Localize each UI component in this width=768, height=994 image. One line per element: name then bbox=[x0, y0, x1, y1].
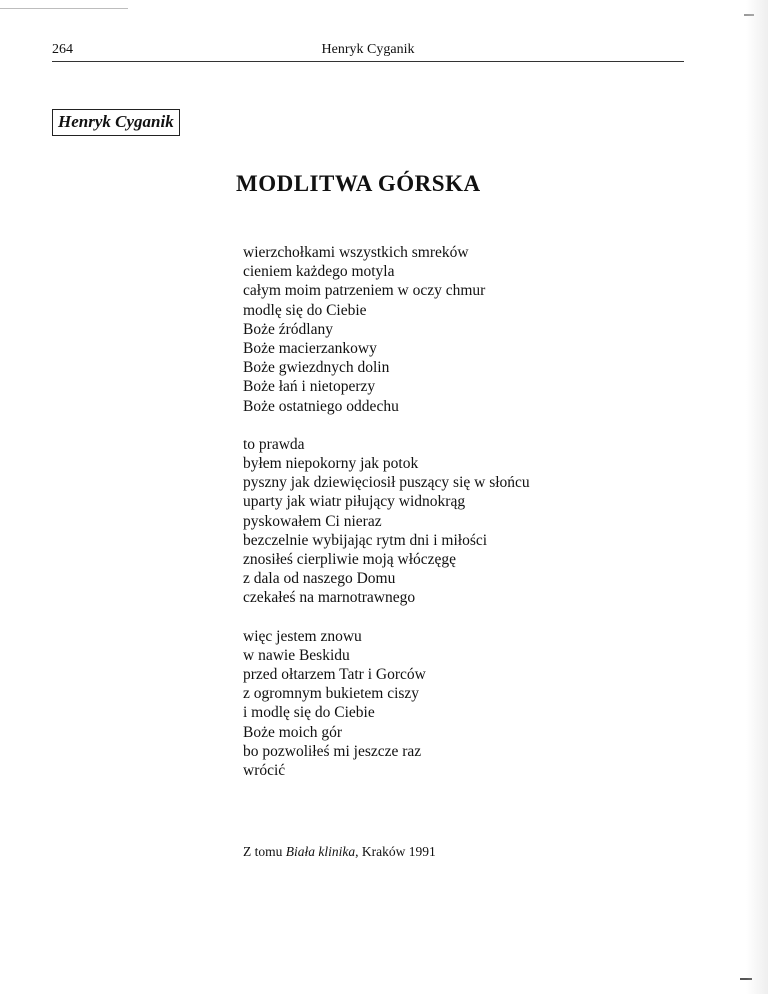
verse-line: całym moim patrzeniem w oczy chmur bbox=[243, 282, 486, 300]
stanza bbox=[243, 627, 683, 781]
verse-line: znosiłeś cierpliwie moją włóczęgę bbox=[243, 551, 457, 569]
verse-line: Boże ostatniego oddechu bbox=[243, 397, 399, 415]
poem-body bbox=[243, 243, 683, 799]
verse-line: czekałeś na marnotrawnego bbox=[243, 589, 416, 607]
verse-line: w nawie Beskidu bbox=[243, 646, 350, 664]
verse-line: pyskowałem Ci nieraz bbox=[243, 512, 382, 530]
verse-line: Boże gwiezdnych dolin bbox=[243, 359, 390, 377]
author-box: Henryk Cyganik bbox=[52, 109, 180, 136]
verse-line: i modlę się do Ciebie bbox=[243, 704, 375, 722]
verse-line: to prawda bbox=[243, 435, 305, 453]
source-note bbox=[243, 844, 436, 860]
page-edge-shadow bbox=[746, 0, 768, 994]
verse-line: uparty jak wiatr piłujący widnokrąg bbox=[243, 493, 466, 511]
verse-line: Boże macierzankowy bbox=[243, 340, 377, 358]
verse-line: Boże źródlany bbox=[243, 320, 333, 338]
verse-line: z dala od naszego Domu bbox=[243, 570, 396, 588]
verse-line: cieniem każdego motyla bbox=[243, 263, 395, 281]
verse-line: Boże łań i nietoperzy bbox=[243, 378, 376, 396]
scan-top-rule bbox=[0, 8, 128, 9]
verse-line: bezczelnie wybijając rytm dni i miłości bbox=[243, 531, 488, 549]
verse-line: wrócić bbox=[243, 762, 286, 780]
source-prefix: Z tomu bbox=[243, 844, 286, 859]
verse-line: więc jestem znowu bbox=[243, 627, 362, 645]
verse-line: z ogromnym bukietem ciszy bbox=[243, 685, 420, 703]
header-rule bbox=[52, 61, 684, 62]
source-suffix: , Kraków 1991 bbox=[355, 844, 436, 859]
verse-line: wierzchołkami wszystkich smreków bbox=[243, 244, 469, 261]
stanza bbox=[243, 243, 683, 416]
page-number: 264 bbox=[52, 42, 73, 57]
verse-line: pyszny jak dziewięciosił puszący się w słońcu bbox=[243, 474, 530, 492]
verse-line: byłem niepokorny jak potok bbox=[243, 455, 419, 473]
verse-line: modlę się do Ciebie bbox=[243, 301, 367, 319]
running-title: Henryk Cyganik bbox=[321, 42, 415, 57]
source-book-title: Biała klinika bbox=[285, 844, 356, 859]
verse-line: bo pozwoliłeś mi jeszcze raz bbox=[243, 742, 422, 760]
stanza bbox=[243, 435, 683, 608]
verse-line: Boże moich gór bbox=[243, 723, 343, 741]
running-header bbox=[52, 42, 684, 62]
poem-title: MODLITWA GÓRSKA bbox=[236, 171, 481, 196]
verse-line: przed ołtarzem Tatr i Gorców bbox=[243, 666, 426, 684]
